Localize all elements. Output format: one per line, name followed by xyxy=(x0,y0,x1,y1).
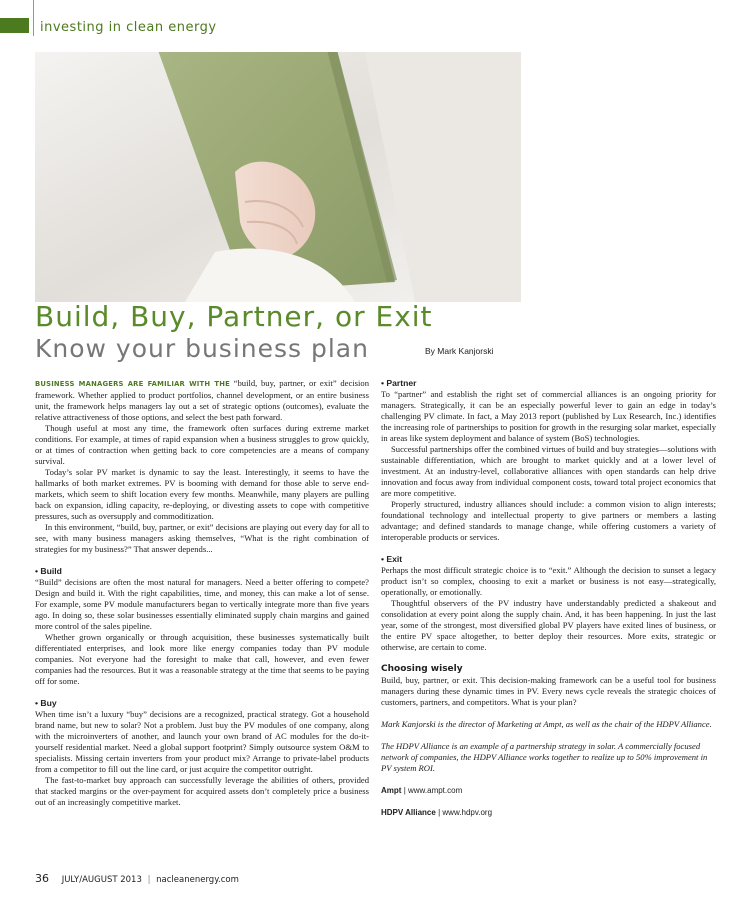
body-paragraph: Today’s solar PV market is dynamic to say the least. Interestingly, it seems to have the hallmarks of both market extremes. PV is booming with demand for those able to serve end-markets, which seem to shift location every few months. Meanwhile, many players are pulling back on expansion, idling capacity, re-deploying, or divesting assets to cope with competitive pressures, such as oversupply and commoditization. xyxy=(35,467,369,521)
contact-url[interactable]: www.hdpv.org xyxy=(442,808,493,817)
body-paragraph: Perhaps the most difficult strategic choice is to “exit.” Although the decision to sunset a legacy product isn’t so complex, choosing to exit a market or business is not easy—strategically, operationally, or emotionally. xyxy=(381,565,716,597)
page-number: 36 xyxy=(35,872,49,885)
byline: By Mark Kanjorski xyxy=(425,346,494,356)
article-subtitle: Know your business plan xyxy=(35,334,369,363)
subhead-buy: • Buy xyxy=(35,698,57,708)
section-marker xyxy=(0,18,29,33)
issue-date: JULY/AUGUST 2013 xyxy=(61,875,142,885)
body-paragraph: Whether grown organically or through acquisition, these businesses systematically built differentiated enterprises, and look more like energy companies today than PV module companies. Not everyone had the foresight to make that call, however, and even fewer companies had the resources. But it was a reasonable strategy at the time that seems to be paying off for some. xyxy=(35,632,369,686)
hdpv-note: The HDPV Alliance is an example of a partnership strategy in solar. A commercially focused network of companies, the HDPV Alliance works together to realize up to 50% improvement in PV system ROI. xyxy=(381,741,708,773)
contact-name: HDPV Alliance xyxy=(381,808,436,817)
subhead-choosing-wisely: Choosing wisely xyxy=(381,664,463,674)
contact-url[interactable]: www.ampt.com xyxy=(408,786,463,795)
body-paragraph: To “partner” and establish the right set of commercial alliances is an ongoing priority for managers. Strategically, it can be an especially powerful lever to gain an edge in today’s challenging PV climate. In fact, a May 2013 report (published by Lux Research, Inc.) identifies the increasing role of partnerships to position for growth in the resurging solar market, especially in areas like system deployment and balance of system (BoS) technologies. xyxy=(381,389,716,443)
body-paragraph: Thoughtful observers of the PV industry have understandably predicted a shakeout and consolidation at every point along the supply chain. And, it has been happening. In just the last year, some of the strongest, most diversified global PV players have exited lines of business, or the entire PV space altogether, to better deploy their resources. More exits, strategic or otherwise, are certain to come. xyxy=(381,598,716,652)
article-column-left xyxy=(35,378,369,808)
body-paragraph: “Build” decisions are often the most natural for managers. Need a better offering to compete? Design and build it. With the right capabilities, time, and money, this can make a lot of sense. For example, some PV module manufacturers began to vertically integrate more than five years ago. In doing so, these solar businesses essentially eliminated supply chain margins and gained more control of the sales pipeline. xyxy=(35,577,369,631)
contact-separator: | xyxy=(438,808,441,817)
author-bio: Mark Kanjorski is the director of Marketing at Ampt, as well as the chair of the HDPV Alliance. xyxy=(381,719,712,729)
footer-separator: | xyxy=(147,875,151,885)
hero-image xyxy=(35,52,521,302)
body-paragraph: The fast-to-market buy approach can successfully leverage the abilities of others, provided that stacked margins or the over-payment for acquired assets don’t completely price a business out of an increasingly competitive market. xyxy=(35,775,369,807)
body-paragraph: When time isn’t a luxury “buy” decisions are a recognized, practical strategy. Got a household brand name, but new to solar? Not a problem. Just buy the PV modules of one company, along with the microinverters of another, and launch your own brand of AC modules for the do-it-yourself residential market. Need a global support footprint? Simply outsource system O&M to specialists. Missing certain inverters from your product mix? Arrange to private-label products from a competitor to fill out the line card, or just acquire the competitor outright. xyxy=(35,709,369,774)
section-label: investing in clean energy xyxy=(40,20,217,35)
article-column-right xyxy=(381,378,716,818)
body-paragraph: In this environment, “build, buy, partner, or exit” decisions are playing out every day for all to see, with many business managers asking themselves, “What is the right combination of strategies for my business?” That answer depends... xyxy=(35,522,369,554)
contact-separator: | xyxy=(403,786,406,795)
body-paragraph: Successful partnerships offer the combined virtues of build and buy strategies—solutions with sustainable differentiation, which are brought to market quickly and at a lower level of investment. At an industry-level, collaborative alliances with open standards can help drive innovation and focus away from individual component costs, toward total project economics that are more competitive. xyxy=(381,444,716,498)
body-paragraph: Properly structured, industry alliances should include: a common vision to align interests; foundational technology and intellectual property to give partners or members a lasting advantage; and defined standards to manage change, while offering customers a variety of interoperable products or services. xyxy=(381,499,716,542)
contact-name: Ampt xyxy=(381,786,402,795)
contact-ampt xyxy=(381,785,716,796)
page-footer xyxy=(35,872,239,885)
intro-text: “build, buy, partner, or exit” decision framework. Whether applied to product portfolios, channel development, or an entire business unit, the framework helps managers lay out a set of strategic options (outcomes), evaluate the relative attractiveness of those options, and select the best path forward. xyxy=(35,378,369,422)
article-title: Build, Buy, Partner, or Exit xyxy=(35,300,433,333)
lead-caps: BUSINESS MANAGERS ARE FAMILIAR WITH THE xyxy=(35,380,230,388)
site-url[interactable]: nacleanenergy.com xyxy=(156,875,239,885)
section-divider xyxy=(33,0,34,36)
body-paragraph: Though useful at most any time, the framework often surfaces during extreme market conditions. For example, at times of rapid expansion when a business struggles to grow quickly, or at times of contraction when getting back to core competencies are a means of company survival. xyxy=(35,423,369,466)
contact-hdpv xyxy=(381,807,716,818)
subhead-build: • Build xyxy=(35,566,62,576)
body-paragraph: Build, buy, partner, or exit. This decision-making framework can be a useful tool for business managers during these dynamic times in PV. Every news cycle reveals the strategic choices of customers, partners, and competitors. What is your plan? xyxy=(381,675,716,707)
subhead-exit: • Exit xyxy=(381,554,403,564)
hero-photo xyxy=(35,52,521,302)
subhead-partner: • Partner xyxy=(381,378,417,388)
intro-paragraph xyxy=(35,378,369,423)
